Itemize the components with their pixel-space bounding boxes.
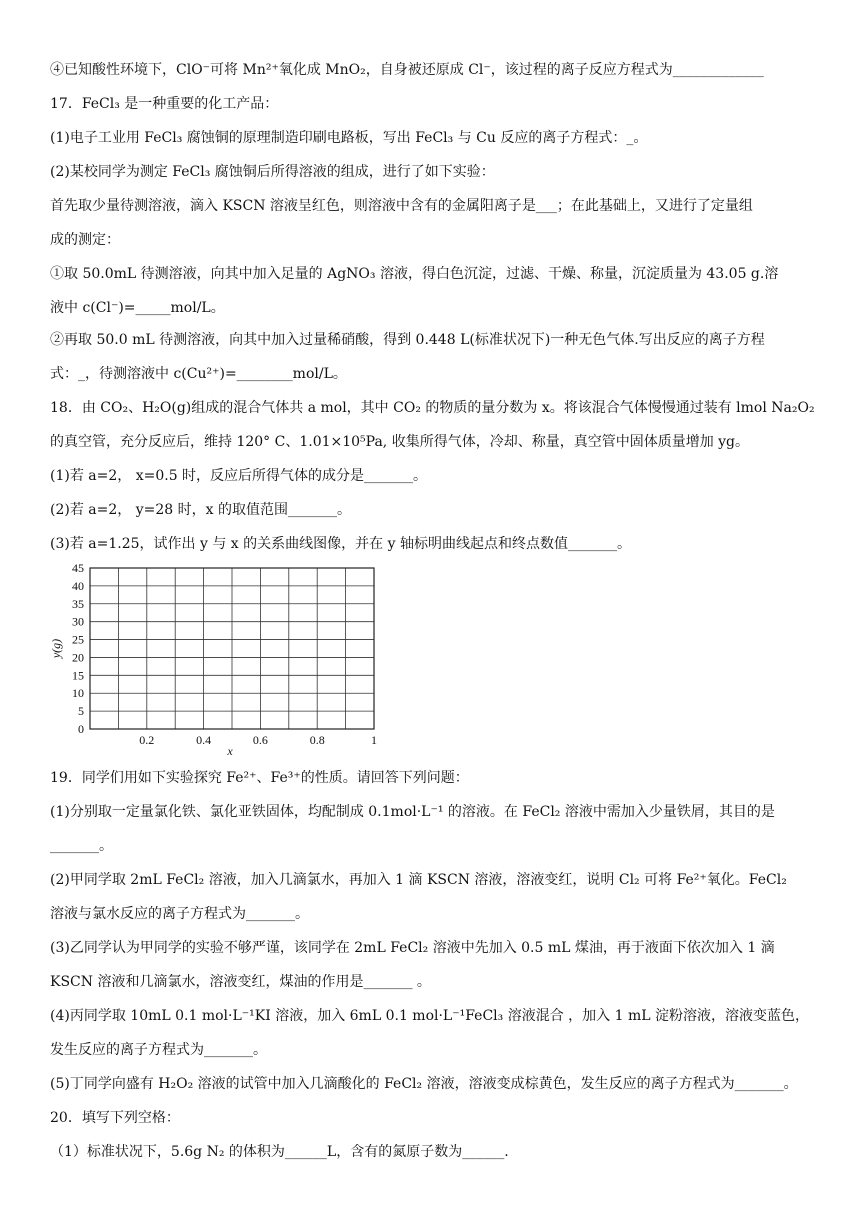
y-axis-label: y(g) — [49, 638, 63, 659]
text-line: ②再取 50.0 mL 待测溶液，向其中加入过量稀硝酸，得到 0.448 L(标准状况下)一种无色气体.写出反应的离子方程 — [50, 332, 765, 348]
y-tick-label: 35 — [72, 596, 84, 611]
text-line: 18．由 CO₂、H₂O(g)组成的混合气体共 a mol，其中 CO₂ 的物质的量分数为 x。将该混合气体慢慢通过装有 lmol Na₂O₂ — [50, 400, 815, 416]
text-line: (3)若 a=1.25，试作出 y 与 x 的关系曲线图像，并在 y 轴标明曲线起点和终点数值_______。 — [50, 536, 631, 552]
text-line: (4)丙同学取 10mL 0.1 mol·L⁻¹KI 溶液，加入 6mL 0.1 mol·L⁻¹FeCl₃ 溶液混合 ，加入 1 mL 淀粉溶液，溶液变蓝色， — [50, 1008, 809, 1024]
x-tick-label: 0.6 — [252, 733, 268, 747]
y-tick-label: 25 — [72, 632, 84, 647]
text-line: (2)若 a=2， y=28 时，x 的取值范围_______。 — [50, 502, 351, 518]
y-tick-label: 0 — [78, 722, 84, 736]
x-tick-label: 0.8 — [309, 733, 325, 747]
text-line: 成的测定： — [50, 232, 120, 248]
text-line: 发生反应的离子方程式为_______。 — [50, 1042, 267, 1058]
text-line: 溶液与氯水反应的离子方程式为_______。 — [50, 906, 309, 922]
text-line: 的真空管，充分反应后，维持 120° C、1.01×10⁵Pa, 收集所得气体，冷却、称量，真空管中固体质量增加 yg。 — [50, 434, 750, 450]
text-line: ①取 50.0mL 待测溶液，向其中加入足量的 AgNO₃ 溶液，得白色沉淀，过滤、干燥、称量，沉淀质量为 43.05 g.溶 — [50, 266, 779, 282]
text-line: (2)某校同学为测定 FeCl₃ 腐蚀铜后所得溶液的组成，进行了如下实验： — [50, 164, 495, 180]
x-tick-label: 0.4 — [196, 733, 212, 747]
chart-svg — [49, 560, 392, 760]
x-tick-label: 0.2 — [139, 733, 155, 747]
text-line: (1)分别取一定量氯化铁、氯化亚铁固体，均配制成 0.1mol·L⁻¹ 的溶液。在 FeCl₂ 溶液中需加入少量铁屑，其目的是 — [50, 804, 775, 820]
text-line: 首先取少量待测溶液，滴入 KSCN 溶液呈红色，则溶液中含有的金属阳离子是___；在此基础上，又进行了定量组 — [50, 198, 753, 214]
text-line: (2)甲同学取 2mL FeCl₂ 溶液，加入几滴氯水，再加入 1 滴 KSCN 溶液，溶液变红，说明 Cl₂ 可将 Fe²⁺氧化。FeCl₂ — [50, 872, 787, 888]
y-tick-label: 5 — [78, 704, 84, 719]
text-line: KSCN 溶液和几滴氯水，溶液变红，煤油的作用是_______ 。 — [50, 974, 431, 990]
text-line: (5)丁同学向盛有 H₂O₂ 溶液的试管中加入几滴酸化的 FeCl₂ 溶液，溶液变成棕黄色，发生反应的离子方程式为_______。 — [50, 1076, 798, 1092]
y-tick-label: 10 — [72, 686, 84, 701]
y-tick-label: 20 — [72, 650, 84, 665]
text-line: 19．同学们用如下实验探究 Fe²⁺、Fe³⁺的性质。请回答下列问题： — [50, 770, 469, 786]
x-axis-label: x — [227, 744, 233, 758]
text-line: 液中 c(Cl⁻)=_____mol/L。 — [50, 300, 225, 316]
y-vs-x-chart — [49, 560, 392, 760]
text-line: 17．FeCl₃ 是一种重要的化工产品： — [50, 96, 279, 112]
text-line: 20．填写下列空格： — [50, 1110, 180, 1126]
text-line: (1)电子工业用 FeCl₃ 腐蚀铜的原理制造印刷电路板，写出 FeCl₃ 与 Cu 反应的离子方程式：_。 — [50, 130, 648, 146]
text-line: (3)乙同学认为甲同学的实验不够严谨，该同学在 2mL FeCl₂ 溶液中先加入 0.5 mL 煤油，再于液面下依次加入 1 滴 — [50, 940, 775, 956]
text-line: ④已知酸性环境下，ClO⁻可将 Mn²⁺氧化成 MnO₂，自身被还原成 Cl⁻，该过程的离子反应方程式为_____________ — [50, 62, 764, 78]
y-tick-label: 40 — [72, 578, 84, 593]
y-tick-label: 30 — [72, 614, 84, 629]
x-tick-label: 1 — [371, 733, 377, 747]
text-line: （1）标准状况下，5.6g N₂ 的体积为______L，含有的氮原子数为______. — [50, 1144, 509, 1160]
text-line: (1)若 a=2， x=0.5 时，反应后所得气体的成分是_______。 — [50, 468, 428, 484]
y-tick-label: 45 — [72, 561, 84, 575]
text-line: _______。 — [50, 838, 113, 854]
text-line: 式：_，待测溶液中 c(Cu²⁺)=________mol/L。 — [50, 366, 347, 382]
y-tick-label: 15 — [72, 668, 84, 683]
